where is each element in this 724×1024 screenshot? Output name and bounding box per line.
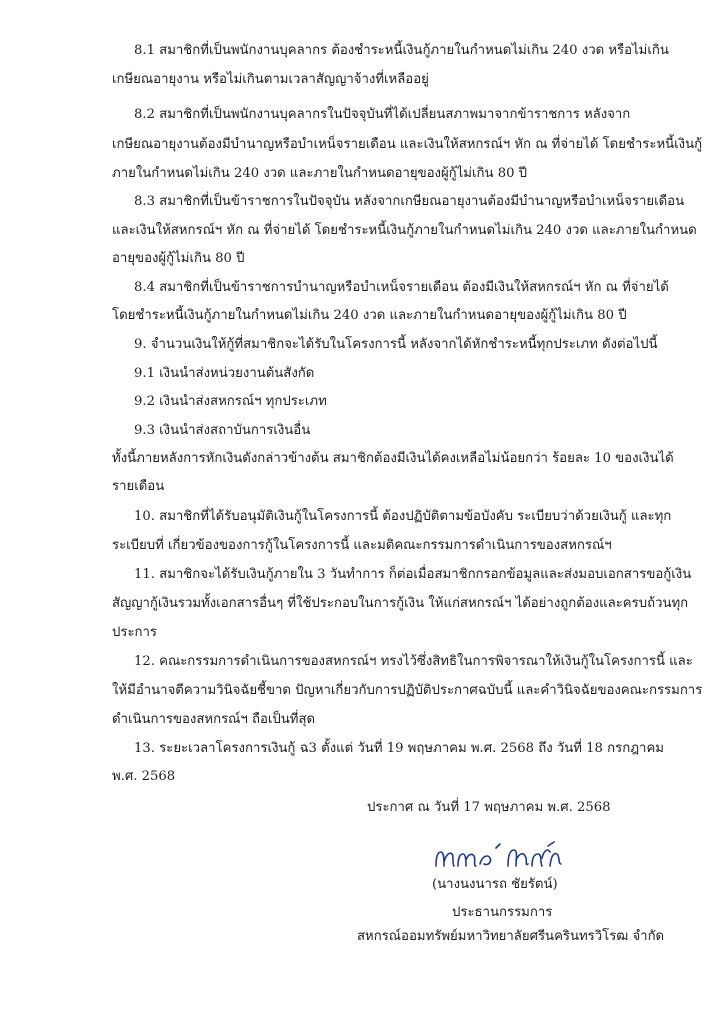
clause-12-line-1: 12. คณะกรรมการดำเนินการของสหกรณ์ฯ ทรงไว้ซึ่งสิทธิในการพิจารณาให้เงินกู้ในโครงการนี้ และ (134, 654, 693, 669)
clause-10-line-2: ระเบียบที่ เกี่ยวข้องของการกู้ในโครงการนี้ และมติคณะกรรมการดำเนินการของสหกรณ์ฯ (112, 538, 612, 553)
clause-9-tail-line-2: รายเดือน (112, 479, 165, 494)
clause-8-3-line-3: อายุของผู้กู้ไม่เกิน 80 ปี (112, 251, 245, 266)
clause-10-line-1: 10. สมาชิกที่ได้รับอนุมัติเงินกู้ในโครงการนี้ ต้องปฏิบัติตามข้อบังคับ ระเบียบว่าด้วยเงินกู้ และทุก (134, 509, 672, 524)
clause-9-2: 9.2 เงินนำส่งสหกรณ์ฯ ทุกประเภท (134, 394, 327, 409)
clause-9-line-1: 9. จำนวนเงินให้กู้ที่สมาชิกจะได้รับในโครงการนี้ หลังจากได้หักชำระหนี้ทุกประเภท ดังต่อไปนี้ (134, 337, 658, 352)
clause-12-line-2: ให้มีอำนาจตีความวินิจฉัยชี้ขาด ปัญหาเกี่ยวกับการปฏิบัติประกาศฉบับนี้ และคำวินิจฉัยของคณะกรรมการ (112, 683, 703, 698)
clause-9-tail-line-1: ทั้งนี้ภายหลังการหักเงินดังกล่าวข้างต้น สมาชิกต้องมีเงินได้คงเหลือไม่น้อยกว่า ร้อยละ 10 ของเงินได้ (112, 451, 674, 466)
clause-13-line-1: 13. ระยะเวลาโครงการเงินกู้ ฉ3 ตั้งแต่ วันที่ 19 พฤษภาคม พ.ศ. 2568 ถึง วันที่ 18 กรกฎาคม (134, 741, 664, 756)
clause-8-2-line-1: 8.2 สมาชิกที่เป็นพนักงานบุคลากรในปัจจุบันที่ได้เปลี่ยนสภาพมาจากข้าราชการ หลังจาก (134, 107, 631, 122)
organization-name: สหกรณ์ออมทรัพย์มหาวิทยาลัยศรีนครินทรวิโรฒ จำกัด (357, 929, 665, 944)
clause-9-1: 9.1 เงินนำส่งหน่วยงานต้นสังกัด (134, 366, 315, 381)
clause-8-2-line-3: ภายในกำหนดไม่เกิน 240 งวด และภายในกำหนดอายุของผู้กู้ไม่เกิน 80 ปี (112, 166, 528, 181)
signatory-title: ประธานกรรมการ (452, 905, 553, 920)
clause-11-line-3: ประการ (112, 625, 158, 640)
clause-8-4-line-1: 8.4 สมาชิกที่เป็นข้าราชการบำนาญหรือบำเหน็จรายเดือน ต้องมีเงินให้สหกรณ์ฯ หัก ณ ที่จ่ายได้ (134, 280, 669, 295)
clause-8-4-line-2: โดยชำระหนี้เงินกู้ภายในกำหนดไม่เกิน 240 งวด และภายในกำหนดอายุของผู้กู้ไม่เกิน 80 ปี (112, 308, 627, 323)
clause-8-1-line-1: 8.1 สมาชิกที่เป็นพนักงานบุคลากร ต้องชำระหนี้เงินกู้ภายในกำหนดไม่เกิน 240 งวด หรือไม่เกิน (134, 43, 669, 58)
signatory-name: (นางนงนารถ ชัยรัตน์) (432, 877, 558, 892)
clause-11-line-2: สัญญากู้เงินรวมทั้งเอกสารอื่นๆ ที่ใช้ประกอบในการกู้เงิน ให้แก่สหกรณ์ฯ ได้อย่างถูกต้องและครบถ้วนทุก (112, 596, 689, 611)
clause-11-line-1: 11. สมาชิกจะได้รับเงินกู้ภายใน 3 วันทำการ ก็ต่อเมื่อสมาชิกกรอกข้อมูลและส่งมอบเอกสารขอกู้เงิน (134, 567, 692, 582)
announcement-date: ประกาศ ณ วันที่ 17 พฤษภาคม พ.ศ. 2568 (367, 800, 611, 815)
clause-13-line-2: พ.ศ. 2568 (112, 769, 176, 784)
clause-8-1-line-2: เกษียณอายุงาน หรือไม่เกินตามเวลาสัญญาจ้างที่เหลืออยู่ (112, 72, 429, 87)
clause-8-2-line-2: เกษียณอายุงานต้องมีบำนาญหรือบำเหน็จรายเดือน และเงินให้สหกรณ์ฯ หัก ณ ที่จ่ายได้ โดยชำระหนี้เงินกู้ (112, 137, 703, 152)
clause-9-3: 9.3 เงินนำส่งสถาบันการเงินอื่น (134, 423, 311, 438)
handwritten-signature (430, 840, 570, 874)
clause-8-3-line-1: 8.3 สมาชิกที่เป็นข้าราชการในปัจจุบัน หลังจากเกษียณอายุงานต้องมีบำนาญหรือบำเหน็จรายเดือน (134, 194, 685, 209)
clause-8-3-line-2: และเงินให้สหกรณ์ฯ หัก ณ ที่จ่ายได้ โดยชำระหนี้เงินกู้ภายในกำหนดไม่เกิน 240 งวด และภายในกำหนด (112, 223, 697, 238)
clause-12-line-3: ดำเนินการของสหกรณ์ฯ ถือเป็นที่สุด (112, 712, 316, 727)
